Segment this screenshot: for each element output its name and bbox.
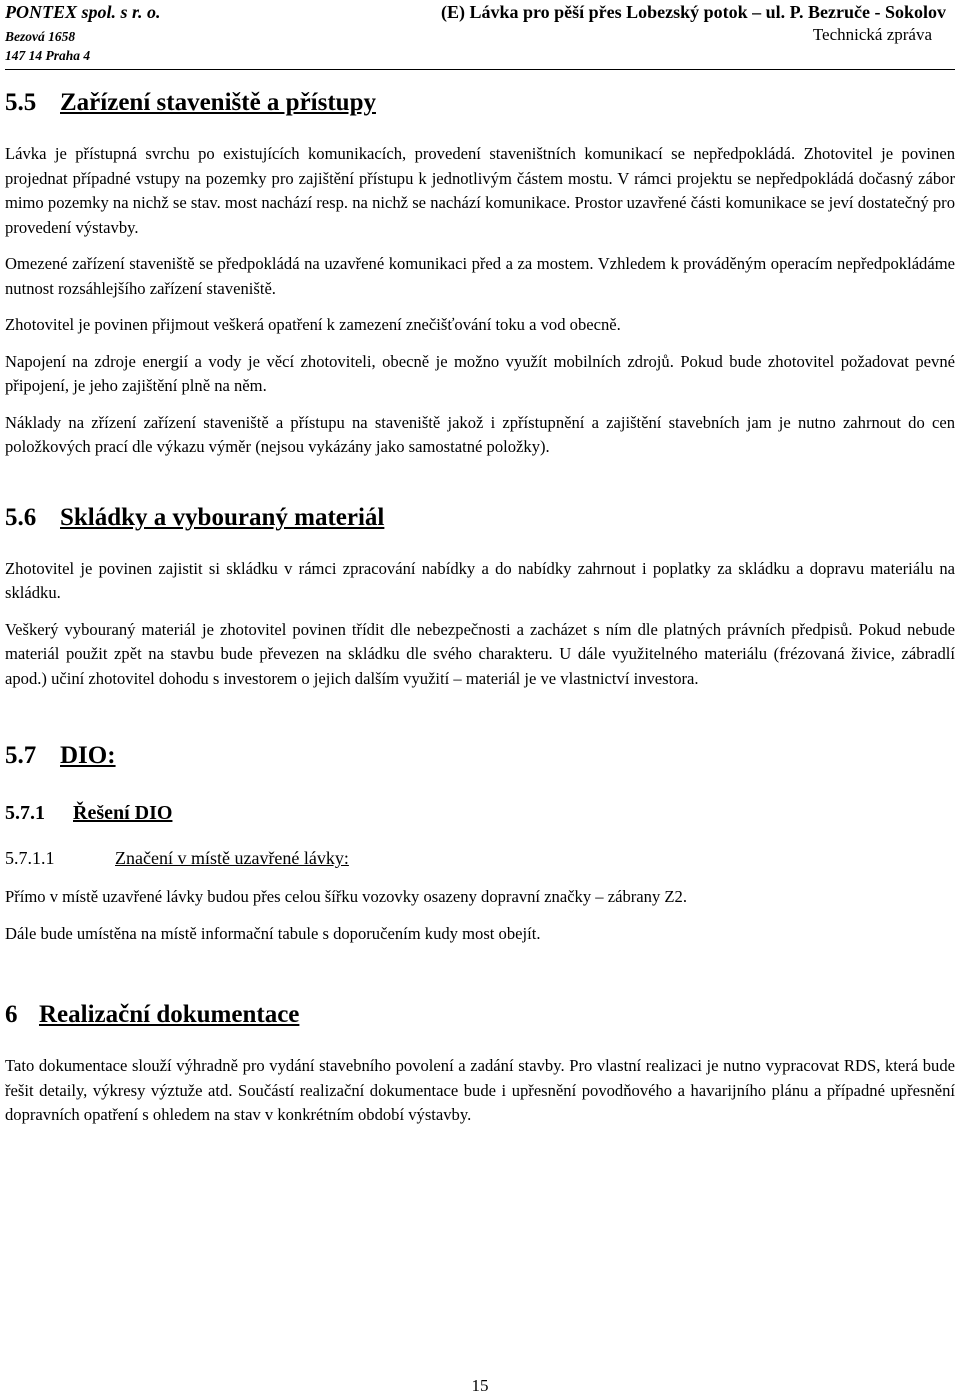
paragraph: Dále bude umístěna na místě informační tabule s doporučením kudy most obejít. bbox=[5, 923, 541, 943]
subsection-heading-5-7-1 bbox=[5, 795, 955, 831]
section-number: 6 bbox=[5, 1001, 18, 1028]
section-heading-5-6 bbox=[5, 495, 955, 541]
section-title: Realizační dokumentace bbox=[39, 1001, 300, 1028]
section-heading-5-7 bbox=[5, 733, 955, 779]
paragraph: Přímo v místě uzavřené lávky budou přes celou šířku vozovky osazeny dopravní značky – zábrany Z2. bbox=[5, 887, 687, 906]
paragraph: Lávka je přístupná svrchu po existujících komunikacích, provedení staveništních komunikací se nepředpokládá. Zhotovitel je povinen projednat případné vstupy na pozemky pro zajištění přístupu k jednotlivým částem mostu. V rámci projektu se nepředpokládá dočasný zábor mimo pozemky na nichž se stav. most nachází resp. na nichž se nachází komunikace. Prostor uzavřené části komunikace se jeví dostatečný pro provedení výstavby. bbox=[5, 144, 955, 237]
paragraph: Zhotovitel je povinen přijmout veškerá opatření k zamezení znečišťování toku a vod obecně. bbox=[5, 315, 621, 334]
subsubsection-heading-5-7-1-1 bbox=[5, 843, 955, 873]
company-address-city: 147 14 Praha 4 bbox=[5, 48, 91, 63]
section-number: 5.5 bbox=[5, 89, 37, 116]
paragraph: Napojení na zdroje energií a vody je věcí zhotoviteli, obecně je možno využít mobilních zdrojů. Pokud bude zhotovitel požadovat pevné připojení, je jeho zajištění plně na něm. bbox=[5, 351, 955, 395]
section-heading-5-5 bbox=[5, 80, 955, 126]
section-title: DIO: bbox=[60, 742, 116, 769]
section-title: Skládky a vybouraný materiál bbox=[60, 503, 385, 531]
company-address-street: Bezová 1658 bbox=[5, 29, 76, 44]
document-body bbox=[5, 80, 955, 1128]
section-heading-6 bbox=[5, 992, 955, 1038]
project-title: (E) Lávka pro pěší přes Lobezský potok – ul. P. Bezruče - Sokolov bbox=[440, 2, 946, 22]
section-number: 5.7 bbox=[5, 742, 37, 769]
company-name: PONTEX spol. s r. o. bbox=[5, 2, 161, 22]
section-number: 5.6 bbox=[5, 503, 37, 531]
section-title: Zařízení staveniště a přístupy bbox=[60, 89, 376, 116]
subsection-title: Řešení DIO bbox=[73, 802, 173, 824]
subsection-number: 5.7.1 bbox=[5, 802, 45, 824]
paragraph: Omezené zařízení staveniště se předpokládá na uzavřené komunikaci před a za mostem. Vzhledem k prováděným operacím nepředpokládáme nutnost rozsáhlejšího zařízení staveniště. bbox=[5, 254, 955, 298]
paragraph: Náklady na zřízení zařízení staveniště a přístupu na staveniště jakož i zpřístupnění a zajištění stavebních jam je nutno zahrnout do cen položkových prací dle výkazu výměr (nejsou vykázány jako samostatné položky). bbox=[5, 412, 955, 456]
page-header bbox=[5, 0, 946, 70]
document-type: Technická zpráva bbox=[812, 25, 932, 44]
header-divider bbox=[5, 69, 955, 70]
subsubsection-title: Značení v místě uzavřené lávky: bbox=[115, 848, 349, 868]
paragraph: Tato dokumentace slouží výhradně pro vydání stavebního povolení a zadání stavby. Pro vlastní realizaci je nutno vypracovat RDS, která bude řešit detaily, výkresy výztuže atd. Součástí realizační dokumentace bude i upřesnění povodňového a havarijního plánu a případné upřesnění dopravních opatření s ohledem na stav v konkrétním období výstavby. bbox=[5, 1056, 955, 1124]
subsubsection-number: 5.7.1.1 bbox=[5, 848, 55, 868]
page-number: 15 bbox=[471, 1376, 489, 1395]
paragraph: Zhotovitel je povinen zajistit si skládku v rámci zpracování nabídky a do nabídky zahrnout i poplatky za skládku a dopravu materiálu na skládku. bbox=[5, 558, 955, 602]
paragraph: Veškerý vybouraný materiál je zhotovitel povinen třídit dle nebezpečnosti a zacházet s ním dle platných právních předpisů. Pokud nebude materiál použit zpět na stavbu bude převezen na skládku dle svého charakteru. U dále využitelného materiálu (frézovaná živice, zábradlí apod.) učiní zhotovitel dohodu s investorem o jejich dalším využití – materiál je ve vlastnictví investora. bbox=[5, 619, 955, 688]
